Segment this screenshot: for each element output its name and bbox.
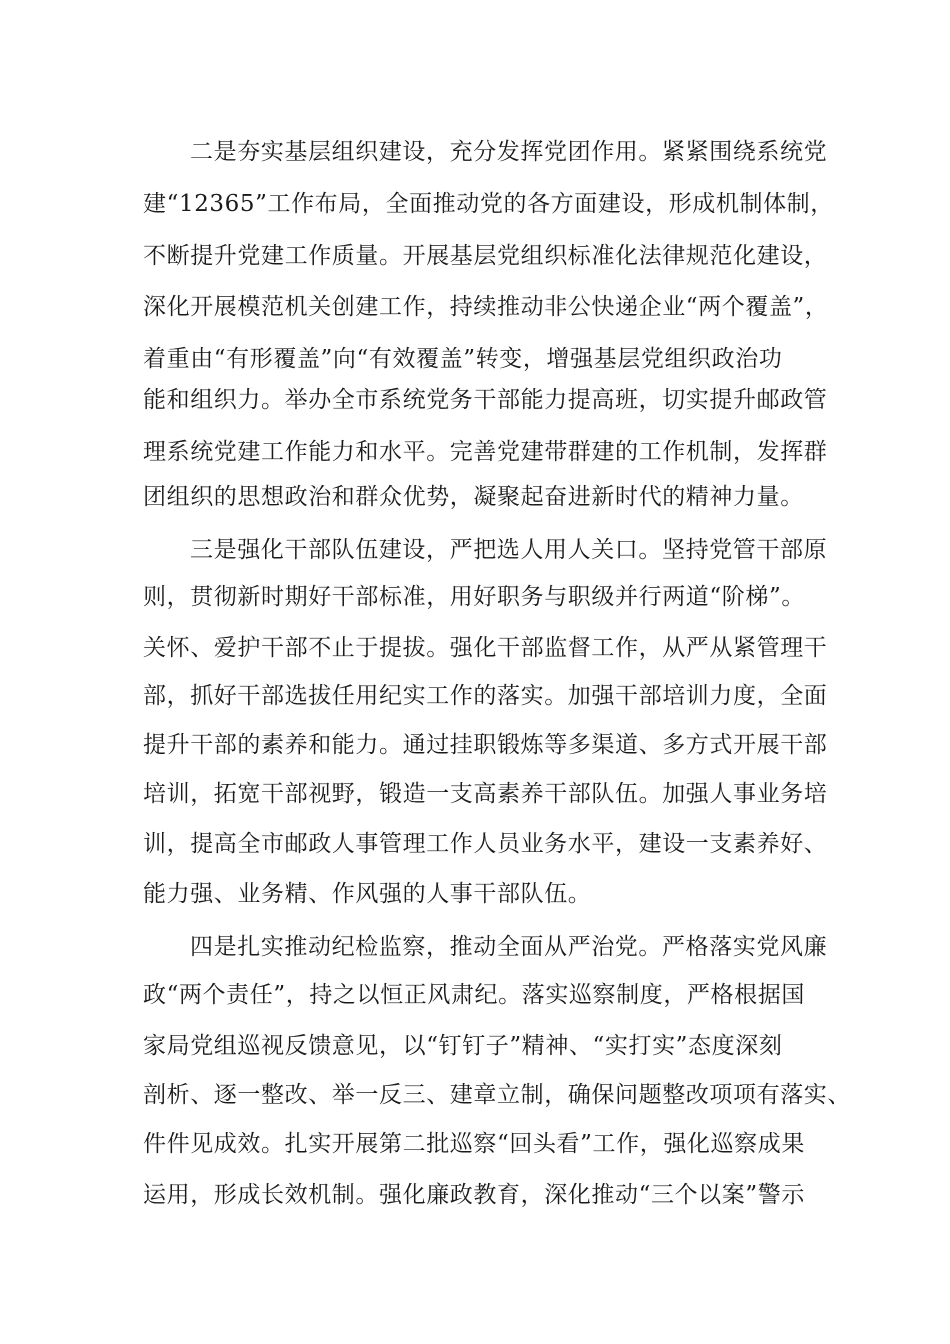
paragraph-2-line-4: 深化开展模范机关创建工作，持续推动非公快递企业“两个覆盖”， <box>143 294 829 320</box>
paragraph-3-line-5: 提升干部的素养和能力。通过挂职锻炼等多渠道、多方式开展干部 <box>143 732 828 758</box>
paragraph-3-line-6: 培训，拓宽干部视野，锻造一支高素养干部队伍。加强人事业务培 <box>143 781 828 807</box>
paragraph-4-line-4: 剖析、逐一整改、举一反三、建章立制，确保问题整改项项有落实、 <box>143 1082 851 1108</box>
paragraph-3-line-8: 能力强、业务精、作风强的人事干部队伍。 <box>143 881 592 907</box>
paragraph-3-line-4: 部，抓好干部选拔任用纪实工作的落实。加强干部培训力度，全面 <box>143 683 828 709</box>
paragraph-4-line-6: 运用，形成长效机制。强化廉政教育，深化推动“三个以案”警示 <box>143 1182 805 1208</box>
paragraph-3-line-7: 训，提高全市邮政人事管理工作人员业务水平，建设一支素养好、 <box>143 831 828 857</box>
paragraph-4-line-3: 家局党组巡视反馈意见，以“钉钉子”精神、“实打实”态度深刻 <box>143 1033 783 1059</box>
paragraph-4-line-5: 件件见成效。扎实开展第二批巡察“回头看”工作，强化巡察成果 <box>143 1131 805 1157</box>
paragraph-2-line-7: 理系统党建工作能力和水平。完善党建带群建的工作机制，发挥群 <box>143 439 828 465</box>
paragraph-4-line-1: 四是扎实推动纪检监察，推动全面从严治党。严格落实党风廉 <box>190 934 828 960</box>
paragraph-2-line-6: 能和组织力。举办全市系统党务干部能力提高班，切实提升邮政管 <box>143 387 828 413</box>
paragraph-2-line-1: 二是夯实基层组织建设，充分发挥党团作用。紧紧围绕系统党 <box>190 139 828 165</box>
paragraph-3-line-3: 关怀、爱护干部不止于提拔。强化干部监督工作，从严从紧管理干 <box>143 635 828 661</box>
paragraph-2-line-5: 着重由“有形覆盖”向“有效覆盖”转变，增强基层党组织政治功 <box>143 346 783 372</box>
paragraph-4-line-2: 政“两个责任”，持之以恒正风肃纪。落实巡察制度，严格根据国 <box>143 982 805 1008</box>
paragraph-3-line-1: 三是强化干部队伍建设，严把选人用人关口。坚持党管干部原 <box>190 537 828 563</box>
paragraph-2-line-8: 团组织的思想政治和群众优势，凝聚起奋进新时代的精神力量。 <box>143 484 804 510</box>
paragraph-3-line-2: 则，贯彻新时期好干部标准，用好职务与职级并行两道“阶梯”。 <box>143 584 805 610</box>
paragraph-2-line-3: 不断提升党建工作质量。开展基层党组织标准化法律规范化建设， <box>143 243 828 269</box>
paragraph-2-line-2: 建“12365”工作布局，全面推动党的各方面建设，形成机制体制， <box>143 191 834 217</box>
